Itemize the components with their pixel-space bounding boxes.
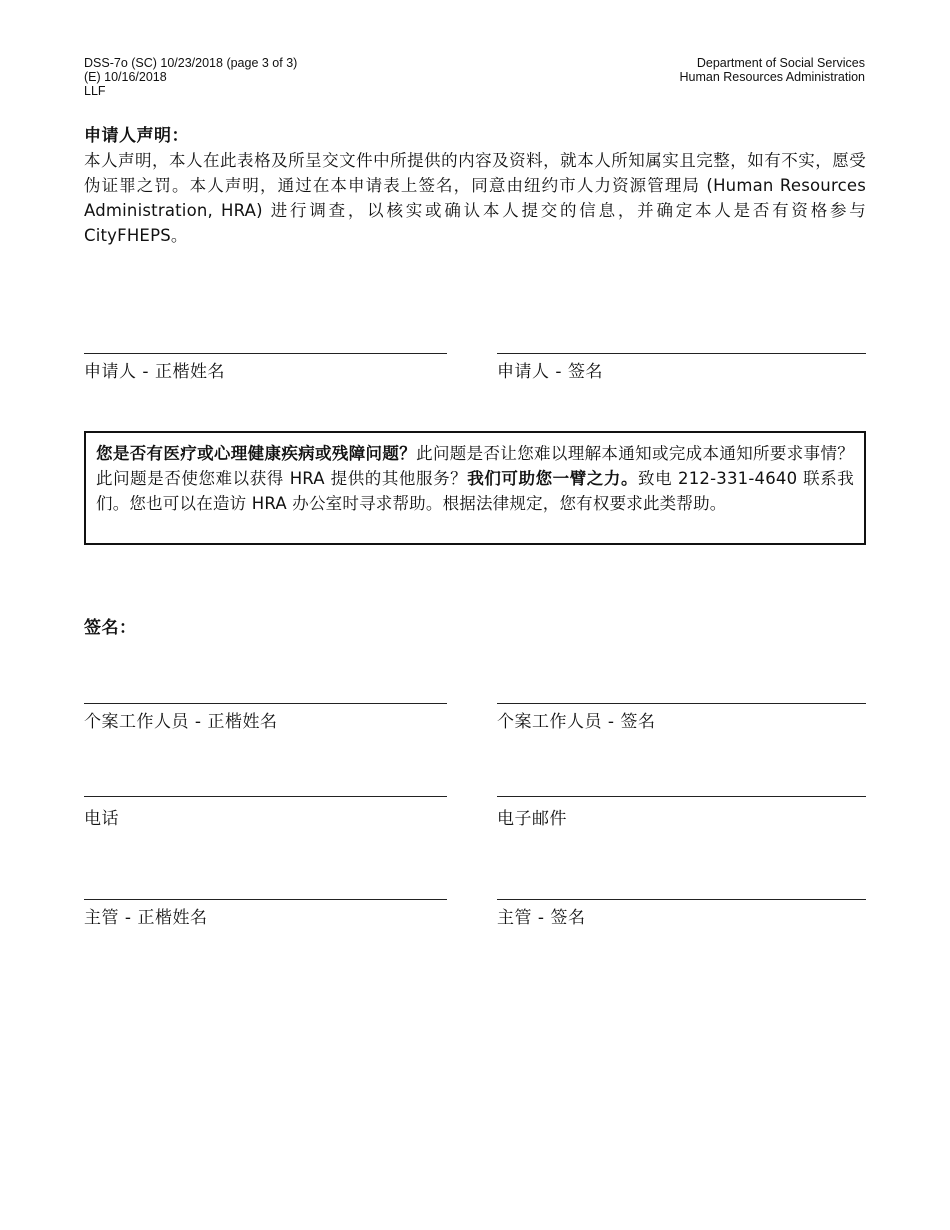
- phone-field[interactable]: [84, 796, 447, 829]
- signature-line: [497, 899, 866, 900]
- caseworker-print-name-field[interactable]: [84, 703, 447, 732]
- signatures-title: 签名：: [84, 618, 137, 638]
- signature-line: [84, 703, 447, 704]
- applicant-signature-label: 申请人 - 签名: [497, 362, 603, 382]
- supervisor-print-name-field[interactable]: [84, 899, 447, 928]
- department-name: Department of Social Services: [696, 56, 865, 70]
- signature-line: [84, 353, 447, 354]
- applicant-print-name-label: 申请人 - 正楷姓名: [84, 362, 225, 382]
- signature-line: [497, 703, 866, 704]
- form-id: DSS-7o (SC) 10/23/2018 (page 3 of 3): [84, 56, 298, 70]
- notice-help: 我们可助您一臂之力。: [467, 469, 639, 488]
- email-field[interactable]: [497, 796, 866, 829]
- administration-name: Human Resources Administration: [679, 70, 865, 84]
- form-header-left: [84, 56, 297, 98]
- signature-line: [497, 796, 866, 797]
- supervisor-signature-field[interactable]: [497, 899, 866, 928]
- signature-line: [84, 796, 447, 797]
- notice-text-1: 此问题是否让您难以理解本通知或完成本通知所要求事情？此问题是否使您难以获得 HRA 提供的其他服务？: [96, 444, 854, 488]
- supervisor-signature-label: 主管 - 签名: [497, 908, 586, 928]
- notice-text-2: 致电 212-331-4640 联系我们。您也可以在造访 HRA 办公室时寻求帮助。根据法律规定，您有权要求此类帮助。: [96, 469, 854, 513]
- signature-line: [497, 353, 866, 354]
- caseworker-signature-field[interactable]: [497, 703, 866, 732]
- notice-question: 您是否有医疗或心理健康疾病或残障问题？: [96, 444, 417, 463]
- supervisor-print-name-label: 主管 - 正楷姓名: [84, 908, 208, 928]
- form-edition: (E) 10/16/2018: [84, 70, 167, 84]
- applicant-statement-title: 申请人声明：: [84, 126, 189, 146]
- accessibility-notice-box: [84, 431, 866, 545]
- email-label: 电子邮件: [497, 809, 567, 829]
- signature-line: [84, 899, 447, 900]
- applicant-print-name-field[interactable]: [84, 353, 447, 382]
- form-header-right: [680, 56, 866, 84]
- form-code: LLF: [84, 84, 106, 98]
- caseworker-print-name-label: 个案工作人员 - 正楷姓名: [84, 712, 278, 732]
- applicant-signature-field[interactable]: [497, 353, 866, 382]
- caseworker-signature-label: 个案工作人员 - 签名: [497, 712, 656, 732]
- applicant-statement-body: 本人声明，本人在此表格及所呈交文件中所提供的内容及资料，就本人所知属实且完整，如有不实，愿受伪证罪之罚。本人声明，通过在本申请表上签名，同意由纽约市人力资源管理局 (Human Resources Administration, HRA) 进行调查，以核实或确认本人提交的信息，并确定本人是否有资格参与 CityFHEPS。: [84, 151, 866, 245]
- phone-label: 电话: [84, 809, 119, 829]
